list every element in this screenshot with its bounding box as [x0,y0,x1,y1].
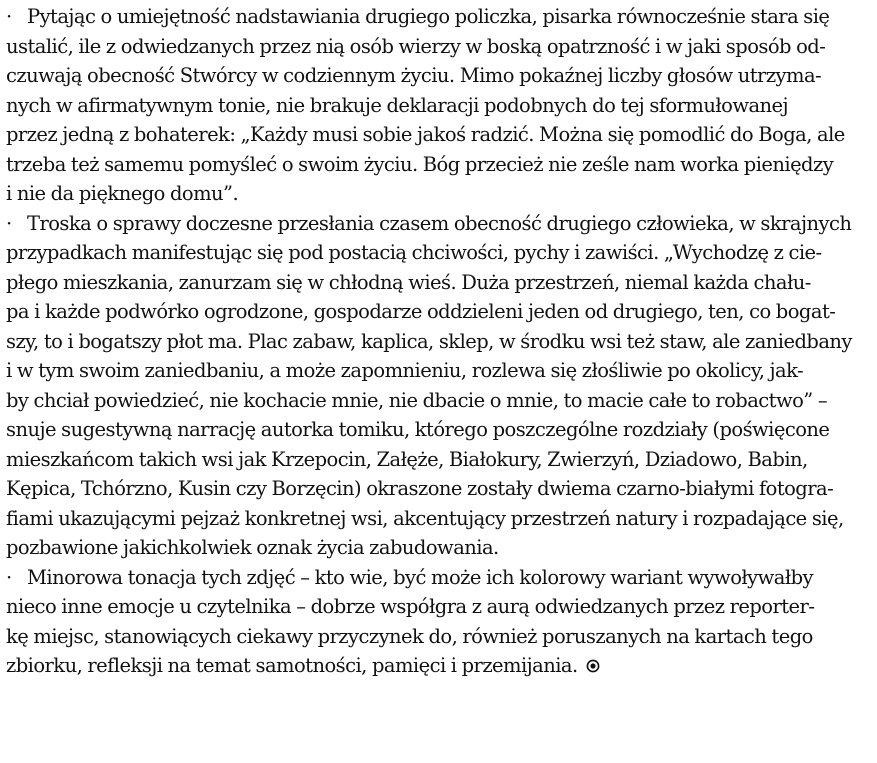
text-line: Kępica, Tchórzno, Kusin czy Borzęcin) okraszone zostały dwiema czarno-białymi fotogra- [6,477,834,500]
paragraph-3 [6,563,872,681]
bullet-marker: · [6,211,12,235]
text-line: ustalić, ile z odwiedzanych przez nią osób wierzy w boską opatrzność i w jaki sposób od- [6,34,826,58]
text-line: przez jedną z bohaterek: „Każdy musi sobie jakoś radzić. Można się pomodlić do Boga, ale [6,123,845,146]
end-of-article-icon [586,659,600,673]
text-line: · Minorowa tonacja tych zdjęć – kto wie, być może ich kolorowy wariant wywoływałby [6,563,872,593]
text-line: mieszkańcom takich wsi jak Krzepocin, Załęże, Białokury, Zwierzyń, Dziadowo, Babin, [6,447,808,471]
bullet-marker: · [6,565,12,589]
text-line: i w tym swoim zaniedbaniu, a może zapomnieniu, rozlewa się złośliwie po okolicy, jak- [6,359,804,382]
text-line: fiami ukazującymi pejzaż konkretnej wsi, akcentujący przestrzeń natury i rozpadające się, [6,506,844,530]
text-line: · Pytając o umiejętność nadstawiania drugiego policzka, pisarka równocześnie stara się [6,2,872,32]
text-line: czuwają obecność Stwórcy w codziennym życiu. Mimo pokaźnej liczby głosów utrzyma- [6,64,822,87]
text-line: zbiorku, refleksji na temat samotności, pamięci i przemijania. [6,651,872,681]
bullet-marker: · [6,5,12,28]
paragraph-1 [6,2,872,209]
text-line: trzeba też samemu pomyśleć o swoim życiu. Bóg przecież nie ześle nam worka pieniędzy [6,152,834,176]
text-line: nych w afirmatywnym tonie, nie brakuje deklaracji podobnych do tej sformułowanej [6,93,789,117]
paragraph-2 [6,209,872,563]
text-line: snuje sugestywną narrację autorka tomiku, którego poszczególne rozdziały (poświęcone [6,418,830,441]
text-line: by chciał powiedzieć, nie kochacie mnie, nie dbacie o mnie, to macie całe to robactwo” – [6,388,828,412]
text-line: szy, to i bogatszy płot ma. Plac zabaw, kaplica, sklep, w środku wsi też staw, ale zaniedbany [6,329,852,353]
text-line: kę miejsc, stanowiących ciekawy przyczynek do, również poruszanych na kartach tego [6,624,813,648]
text-line: pa i każde podwórko ogrodzone, gospodarze oddzieleni jeden od drugiego, ten, co bogat- [6,300,836,323]
text-line: przypadkach manifestując się pod postacią chciwości, pychy i zawiści. „Wychodzę z cie- [6,241,822,264]
text-line: i nie da pięknego domu”. [6,182,239,205]
article-text [6,2,872,681]
text-line: pozbawione jakichkolwiek oznak życia zabudowania. [6,536,499,559]
text-line: · Troska o sprawy doczesne przesłania czasem obecność drugiego człowieka, w skrajnych [6,209,872,239]
text-line: nieco inne emocje u czytelnika – dobrze współgra z aurą odwiedzanych przez reporter- [6,595,815,618]
text-line: płego mieszkania, zanurzam się w chłodną wieś. Duża przestrzeń, niemal każda chału- [6,270,811,294]
